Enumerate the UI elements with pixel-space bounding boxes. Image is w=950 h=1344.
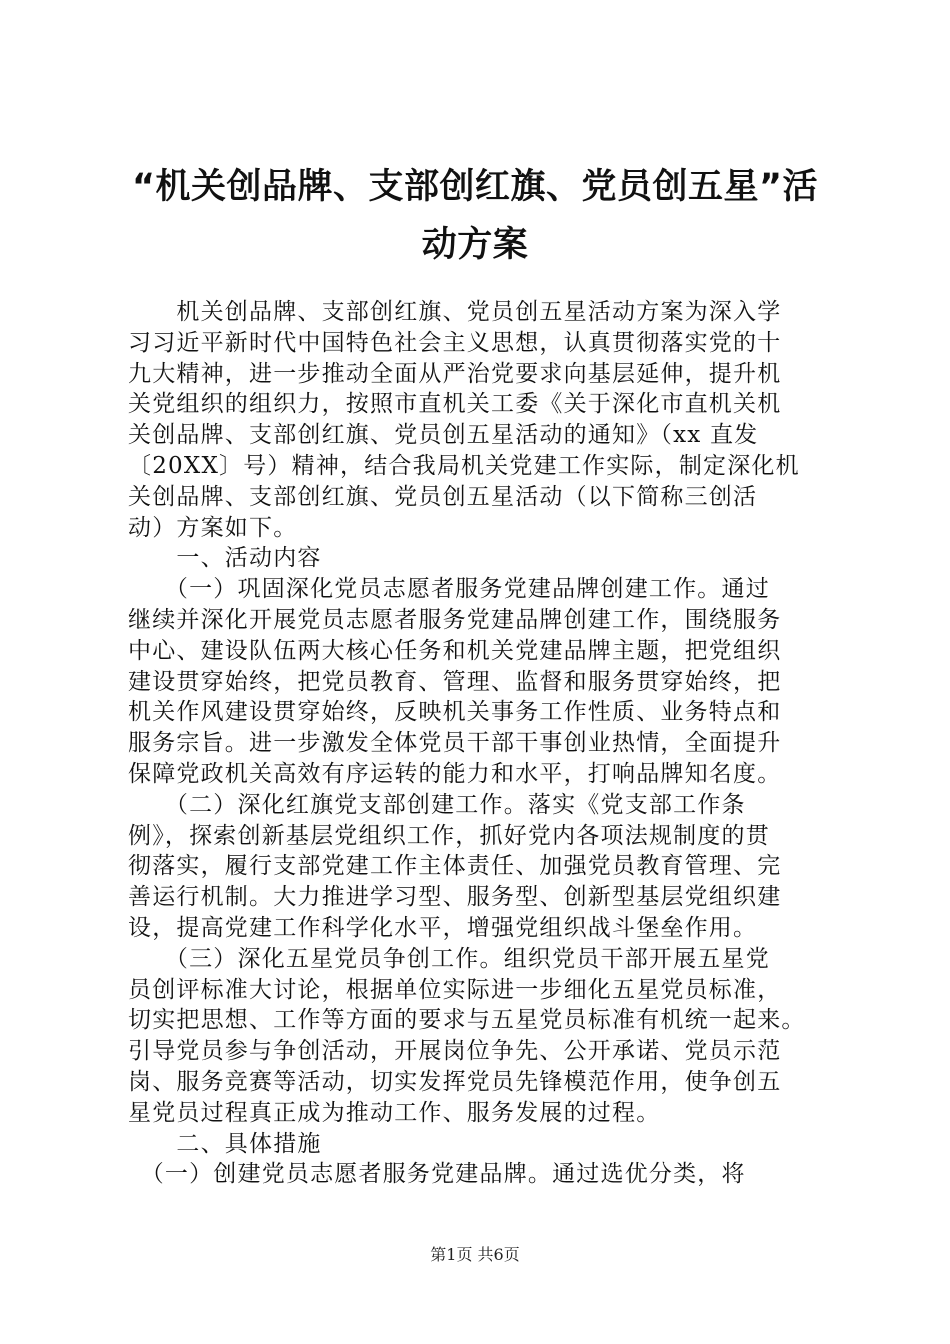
body-line: 习习近平新时代中国特色社会主义思想，认真贯彻落实党的十 [128, 329, 782, 356]
page-number-footer: 第1页 共6页 [430, 1245, 520, 1264]
body-line: 设，提高党建工作科学化水平，增强党组织战斗堡垒作用。 [128, 914, 758, 941]
body-line: 彻落实，履行支部党建工作主体责任、加强党员教育管理、完 [128, 853, 782, 880]
body-line: 例》，探索创新基层党组织工作，抓好党内各项法规制度的贯 [128, 822, 770, 849]
body-line: 关创品牌、支部创红旗、党员创五星活动（以下简称三创活 [128, 483, 758, 510]
body-line: 保障党政机关高效有序运转的能力和水平，打响品牌知名度。 [128, 760, 782, 787]
body-line: 星党员过程真正成为推动工作、服务发展的过程。 [128, 1099, 661, 1126]
body-line: 善运行机制。大力推进学习型、服务型、创新型基层党组织建 [128, 884, 782, 911]
section-heading: 二、具体措施 [128, 1130, 322, 1157]
body-line: 服务宗旨。进一步激发全体党员干部干事创业热情，全面提升 [128, 730, 782, 757]
body-line: 引导党员参与争创活动，开展岗位争先、公开承诺、党员示范 [128, 1038, 782, 1065]
body-line: （一）创建党员志愿者服务党建品牌。通过选优分类，将 [128, 1161, 746, 1188]
title-line: 动方案 [421, 225, 529, 265]
body-line: 机关作风建设贯穿始终，反映机关事务工作性质、业务特点和 [128, 699, 782, 726]
body-line: 中心、建设队伍两大核心任务和机关党建品牌主题，把党组织 [128, 637, 782, 664]
body-line: （二）深化红旗党支部创建工作。落实《党支部工作条 [128, 791, 746, 818]
body-line: 建设贯穿始终，把党员教育、管理、监督和服务贯穿始终，把 [128, 668, 782, 695]
body-line: 动）方案如下。 [128, 514, 298, 541]
document-title [110, 158, 840, 274]
document-body [128, 297, 833, 1190]
body-line: 切实把思想、工作等方面的要求与五星党员标准有机统一起来。 [128, 1007, 806, 1034]
body-line: 关党组织的组织力，按照市直机关工委《关于深化市直机关机 [128, 391, 782, 418]
body-line: （三）深化五星党员争创工作。组织党员干部开展五星党 [128, 945, 770, 972]
body-line: 机关创品牌、支部创红旗、党员创五星活动方案为深入学 [128, 299, 782, 325]
body-line: 〔20XX〕号）精神，结合我局机关党建工作实际，制定深化机 [128, 452, 800, 479]
body-line: 继续并深化开展党员志愿者服务党建品牌创建工作，围绕服务 [128, 606, 782, 633]
body-line: 九大精神，进一步推动全面从严治党要求向基层延伸，提升机 [128, 360, 782, 387]
body-line: （一）巩固深化党员志愿者服务党建品牌创建工作。通过 [128, 576, 770, 603]
title-line: “机关创品牌、支部创红旗、党员创五星”活 [131, 167, 818, 207]
body-line: 岗、服务竞赛等活动，切实发挥党员先锋模范作用，使争创五 [128, 1068, 782, 1095]
body-line: 关创品牌、支部创红旗、党员创五星活动的通知》（xx 直发 [128, 422, 759, 449]
body-line: 员创评标准大讨论，根据单位实际进一步细化五星党员标准， [128, 976, 782, 1003]
section-heading: 一、活动内容 [128, 545, 322, 572]
